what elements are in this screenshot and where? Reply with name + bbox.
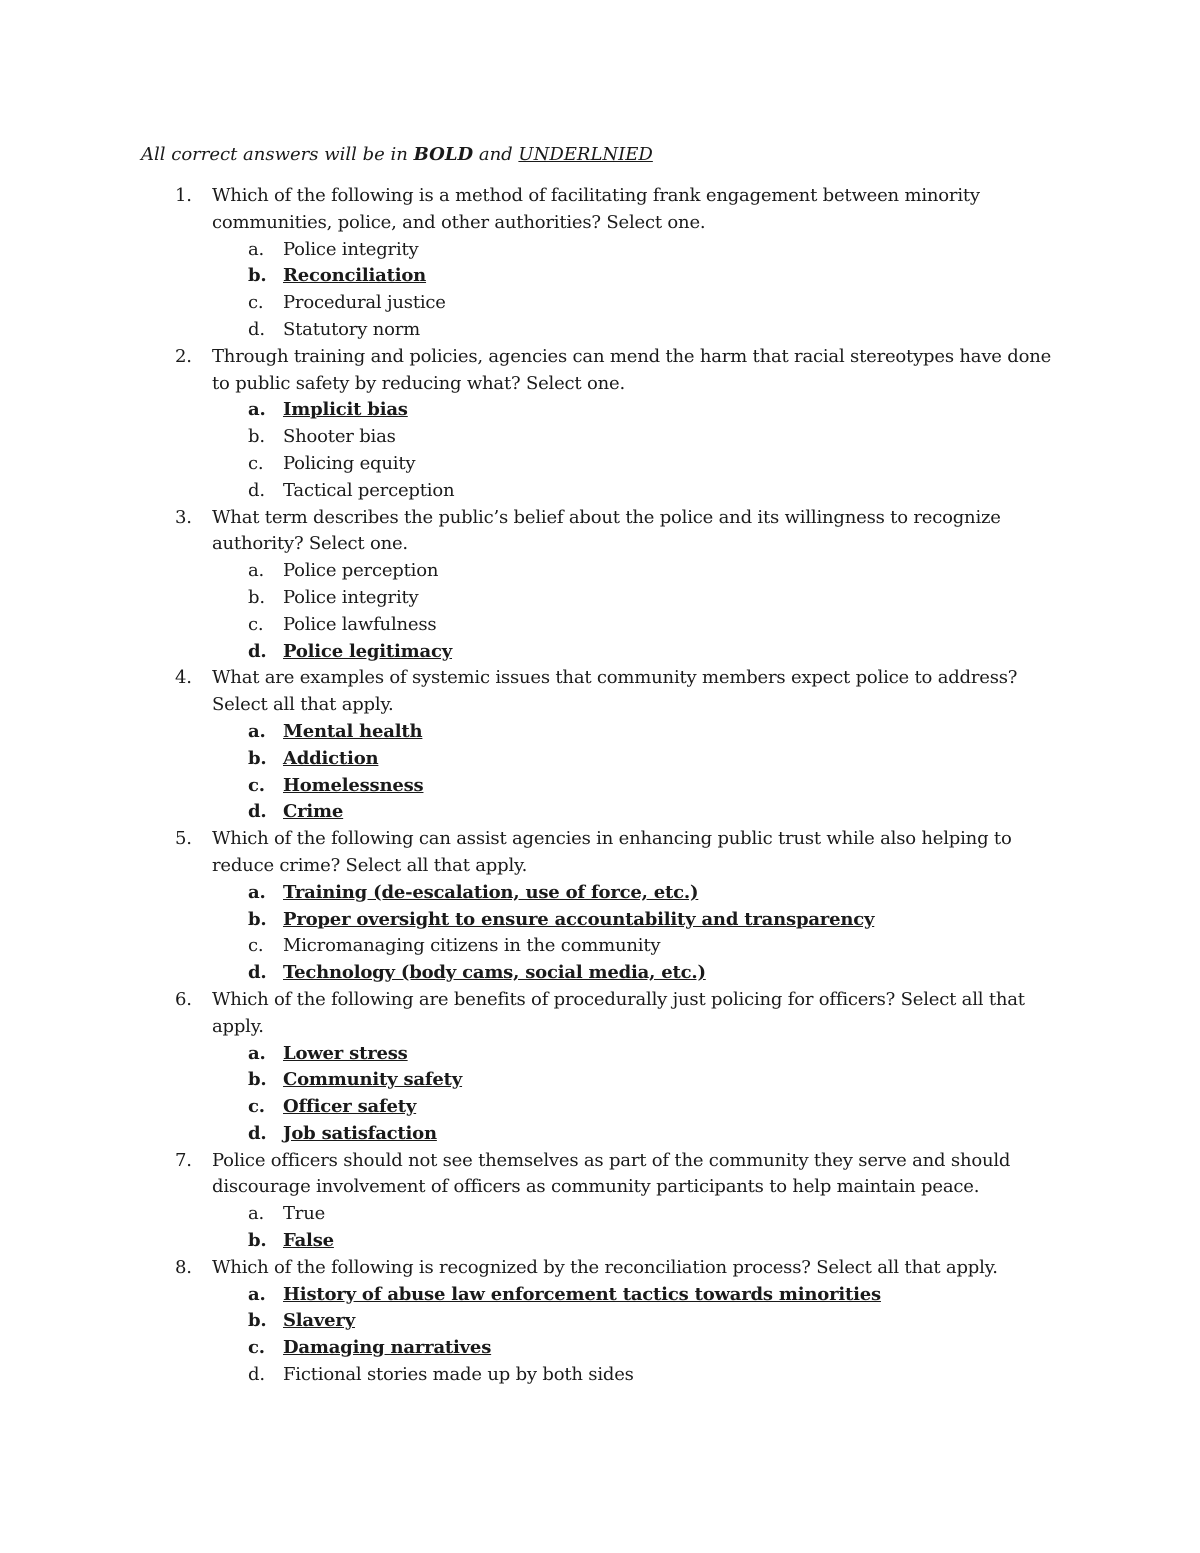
- option-letter: b.: [248, 908, 267, 930]
- option-letter: c.: [248, 452, 264, 474]
- option-text: False: [283, 1230, 334, 1252]
- option-text: Police integrity: [283, 238, 419, 260]
- correct-answer-option: [212, 1041, 1072, 1068]
- question-number: 3.: [175, 506, 192, 528]
- option-text: Mental health: [283, 720, 423, 742]
- option-text: Tactical perception: [283, 479, 455, 501]
- answer-option: [212, 424, 1072, 451]
- question-text: Which of the following are benefits of procedurally just policing for officers? Select all that apply.: [212, 988, 1025, 1037]
- option-letter: b.: [248, 1069, 267, 1091]
- option-letter: b.: [248, 1230, 267, 1252]
- option-letter: b.: [248, 1310, 267, 1332]
- option-letter: d.: [248, 479, 265, 501]
- option-text: Micromanaging citizens in the community: [283, 935, 661, 957]
- answer-option: [212, 290, 1072, 317]
- answer-option: [212, 451, 1072, 478]
- question-number: 8.: [175, 1256, 192, 1278]
- option-text: Addiction: [283, 747, 379, 769]
- answer-option: [212, 933, 1072, 960]
- option-letter: a.: [248, 881, 266, 903]
- option-text: Crime: [283, 801, 344, 823]
- intro-bold-word: BOLD: [413, 144, 474, 165]
- question-text: What term describes the public’s belief about the police and its willingness to recognize authority? Select one.: [212, 506, 1001, 555]
- option-letter: b.: [248, 586, 265, 608]
- option-letter: c.: [248, 935, 264, 957]
- option-letter: a.: [248, 1203, 265, 1225]
- correct-answer-option: [212, 1228, 1072, 1255]
- correct-answer-option: [212, 746, 1072, 773]
- answer-option: [212, 1201, 1072, 1228]
- question-text: Police officers should not see themselves as part of the community they serve and should discourage involvement of officers as community participants to help maintain peace.: [212, 1149, 1011, 1198]
- answer-option: [212, 1362, 1072, 1389]
- option-letter: d.: [248, 1364, 265, 1386]
- question-item: [0, 344, 1072, 505]
- intro-text-1: All correct answers will be in: [141, 144, 414, 165]
- option-text: Statutory norm: [283, 318, 420, 340]
- option-text: Fictional stories made up by both sides: [283, 1364, 634, 1386]
- correct-answer-option: [212, 1335, 1072, 1362]
- answer-option: [212, 612, 1072, 639]
- option-text: Reconciliation: [283, 265, 427, 287]
- option-list: [212, 237, 1072, 344]
- question-number: 2.: [175, 345, 192, 367]
- option-list: [212, 1282, 1072, 1389]
- option-letter: a.: [248, 560, 265, 582]
- correct-answer-option: [212, 960, 1072, 987]
- question-number: 1.: [175, 185, 192, 206]
- answer-key-note: [141, 142, 653, 168]
- option-text: Technology (body cams, social media, etc.): [283, 962, 706, 984]
- option-letter: a.: [248, 1042, 266, 1064]
- intro-underlined-word: UNDERLNIED: [518, 144, 653, 165]
- answer-option: [212, 237, 1072, 264]
- option-letter: b.: [248, 426, 265, 448]
- question-number: 7.: [175, 1149, 192, 1171]
- option-text: Community safety: [283, 1069, 463, 1091]
- option-letter: c.: [248, 292, 264, 314]
- question-item: [0, 505, 1072, 666]
- question-number: 6.: [175, 988, 192, 1010]
- question-number: 4.: [175, 667, 192, 689]
- answer-option: [212, 317, 1072, 344]
- question-text: Which of the following is a method of facilitating frank engagement between minority communities, police, and other authorities? Select one.: [212, 185, 980, 233]
- option-text: Shooter bias: [283, 426, 396, 448]
- option-letter: b.: [248, 747, 267, 769]
- question-text: Which of the following is recognized by the reconciliation process? Select all that apply.: [212, 1256, 998, 1278]
- option-list: [212, 558, 1072, 665]
- correct-answer-option: [212, 1308, 1072, 1335]
- option-letter: b.: [248, 265, 267, 287]
- correct-answer-option: [212, 397, 1072, 424]
- option-letter: d.: [248, 962, 267, 984]
- option-text: Implicit bias: [283, 399, 408, 421]
- correct-answer-option: [212, 1282, 1072, 1309]
- correct-answer-option: [212, 880, 1072, 907]
- question-number: 5.: [175, 828, 192, 850]
- option-list: [212, 1201, 1072, 1255]
- option-text: Police perception: [283, 560, 439, 582]
- option-text: Slavery: [283, 1310, 355, 1332]
- answer-option: [212, 585, 1072, 612]
- option-text: Job satisfaction: [283, 1122, 437, 1144]
- question-item: [0, 1255, 1072, 1389]
- correct-answer-option: [212, 799, 1072, 826]
- correct-answer-option: [212, 773, 1072, 800]
- option-text: Lower stress: [283, 1042, 408, 1064]
- option-text: History of abuse law enforcement tactics towards minorities: [283, 1283, 881, 1305]
- option-text: True: [283, 1203, 326, 1225]
- option-text: Police lawfulness: [283, 613, 437, 635]
- option-letter: c.: [248, 774, 265, 796]
- correct-answer-option: [212, 907, 1072, 934]
- question-text: Which of the following can assist agencies in enhancing public trust while also helping to reduce crime? Select all that apply.: [212, 828, 1012, 876]
- correct-answer-option: [212, 639, 1072, 666]
- answer-option: [212, 478, 1072, 505]
- option-letter: d.: [248, 640, 267, 662]
- correct-answer-option: [212, 719, 1072, 746]
- question-item: [0, 826, 1072, 987]
- question-item: [0, 987, 1072, 1148]
- option-list: [212, 397, 1072, 504]
- option-text: Damaging narratives: [283, 1337, 492, 1359]
- option-list: [212, 880, 1072, 987]
- option-text: Police integrity: [283, 586, 419, 608]
- option-letter: a.: [248, 238, 265, 260]
- option-text: Policing equity: [283, 452, 416, 474]
- correct-answer-option: [212, 1067, 1072, 1094]
- option-text: Proper oversight to ensure accountability and transparency: [283, 908, 875, 930]
- question-text: Through training and policies, agencies can mend the harm that racial stereotypes have done to public safety by reducing what? Select one.: [212, 345, 1052, 394]
- option-text: Procedural justice: [283, 292, 446, 314]
- option-letter: a.: [248, 399, 266, 421]
- question-list: [0, 183, 1200, 1389]
- option-text: Police legitimacy: [283, 640, 453, 662]
- intro-text-2: and: [473, 144, 519, 165]
- option-letter: a.: [248, 1283, 266, 1305]
- option-letter: c.: [248, 1096, 265, 1118]
- option-letter: d.: [248, 1122, 267, 1144]
- option-letter: c.: [248, 1337, 265, 1359]
- option-text: Officer safety: [283, 1096, 417, 1118]
- option-list: [212, 719, 1072, 826]
- correct-answer-option: [212, 1094, 1072, 1121]
- correct-answer-option: [212, 263, 1072, 290]
- option-letter: d.: [248, 801, 267, 823]
- question-item: [0, 183, 1072, 344]
- option-list: [212, 1041, 1072, 1148]
- option-text: Training (de-escalation, use of force, etc.): [283, 881, 699, 903]
- option-letter: d.: [248, 318, 265, 340]
- question-item: [0, 1148, 1072, 1255]
- option-letter: a.: [248, 720, 266, 742]
- question-item: [0, 665, 1072, 826]
- question-text: What are examples of systemic issues that community members expect police to address? Select all that apply.: [212, 667, 1018, 716]
- option-letter: c.: [248, 613, 264, 635]
- correct-answer-option: [212, 1121, 1072, 1148]
- option-text: Homelessness: [283, 774, 424, 796]
- answer-option: [212, 558, 1072, 585]
